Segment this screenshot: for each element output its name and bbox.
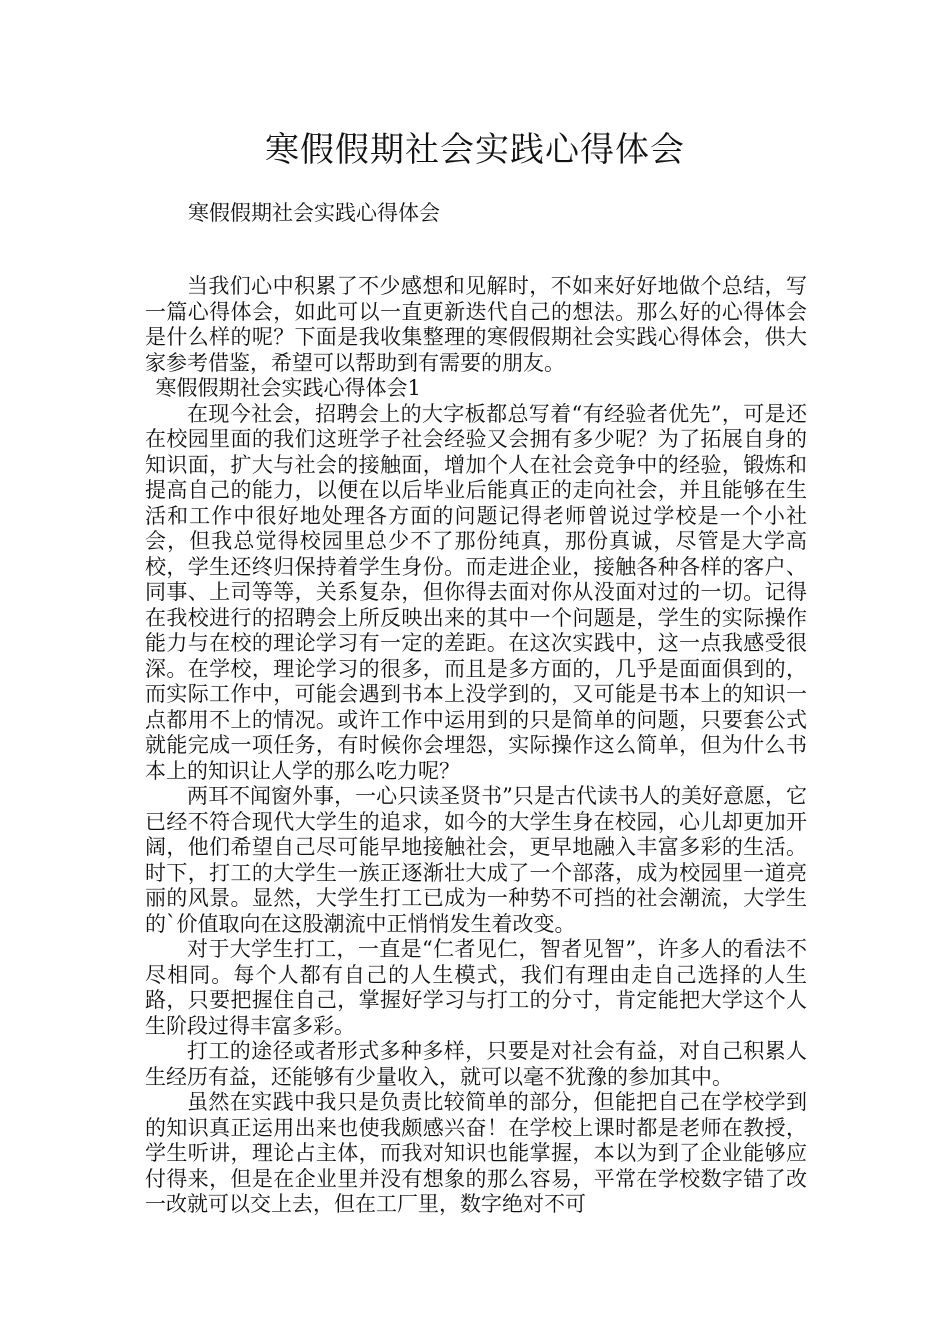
- document-subtitle: 寒假假期社会实践心得体会: [188, 201, 440, 225]
- document-title: 寒假假期社会实践心得体会: [265, 130, 685, 170]
- body-paragraph: 在现今社会，招聘会上的大字板都总写着“有经验者优先”，可是还在校园里面的我们这班学子社会经验又会拥有多少呢？为了拓展自身的知识面，扩大与社会的接触面，增加个人在社会竞争中的经验，锻炼和提高自己的能力，以便在以后毕业后能真正的走向社会，并且能够在生活和工作中很好地处理各方面的问题记得老师曾说过学校是一个小社会，但我总觉得校园里总少不了那份纯真，那份真诚，尽管是大学高校，学生还终归保持着学生身份。而走进企业，接触各种各样的客户、同事、上司等等，关系复杂，但你得去面对你从没面对过的一切。记得在我校进行的招聘会上所反映出来的其中一个问题是，学生的实际操作能力与在校的理论学习有一定的差距。在这次实践中，这一点我感受很深。在学校，理论学习的很多，而且是多方面的，几乎是面面俱到的，而实际工作中，可能会遇到书本上没学到的，又可能是书本上的知识一点都用不上的情况。或许工作中运用到的只是简单的问题，只要套公式就能完成一项任务，有时候你会埋怨，实际操作这么简单，但为什么书本上的知识让人学的那么吃力呢？: [145, 401, 807, 783]
- section-heading: 寒假假期社会实践心得体会1: [155, 376, 421, 400]
- body-paragraph: 虽然在实践中我只是负责比较简单的部分，但能把自己在学校学到的知识真正运用出来也使我颇感兴奋！在学校上课时都是老师在教授，学生听讲，理论占主体，而我对知识也能掌握，本以为到了企业能够应付得来，但是在企业里并没有想象的那么容易，平常在学校数字错了改一改就可以交上去，但在工厂里，数字绝对不可: [145, 1090, 807, 1216]
- intro-paragraph: 当我们心中积累了不少感想和见解时，不如来好好地做个总结，写一篇心得体会，如此可以一直更新迭代自己的想法。那么好的心得体会是什么样的呢？下面是我收集整理的寒假假期社会实践心得体会，供大家参考借鉴，希望可以帮助到有需要的朋友。: [145, 274, 807, 375]
- body-paragraph: 两耳不闻窗外事，一心只读圣贤书”只是古代读书人的美好意愿，它已经不符合现代大学生的追求，如今的大学生身在校园，心儿却更加开阔，他们希望自己尽可能早地接触社会，更早地融入丰富多彩的生活。时下，打工的大学生一族正逐渐壮大成了一个部落，成为校园里一道亮丽的风景。显然，大学生打工已成为一种势不可挡的社会潮流，大学生的`价值取向在这股潮流中正悄悄发生着改变。: [145, 784, 807, 936]
- body-paragraph: 对于大学生打工，一直是“仁者见仁，智者见智”，许多人的看法不尽相同。每个人都有自己的人生模式，我们有理由走自己选择的人生路，只要把握住自己，掌握好学习与打工的分寸，肯定能把大学这个人生阶段过得丰富多彩。: [145, 937, 807, 1038]
- document-body: [145, 274, 807, 1218]
- body-paragraph: 打工的途径或者形式多种多样，只要是对社会有益，对自己积累人生经历有益，还能够有少量收入，就可以毫不犹豫的参加其中。: [145, 1039, 807, 1089]
